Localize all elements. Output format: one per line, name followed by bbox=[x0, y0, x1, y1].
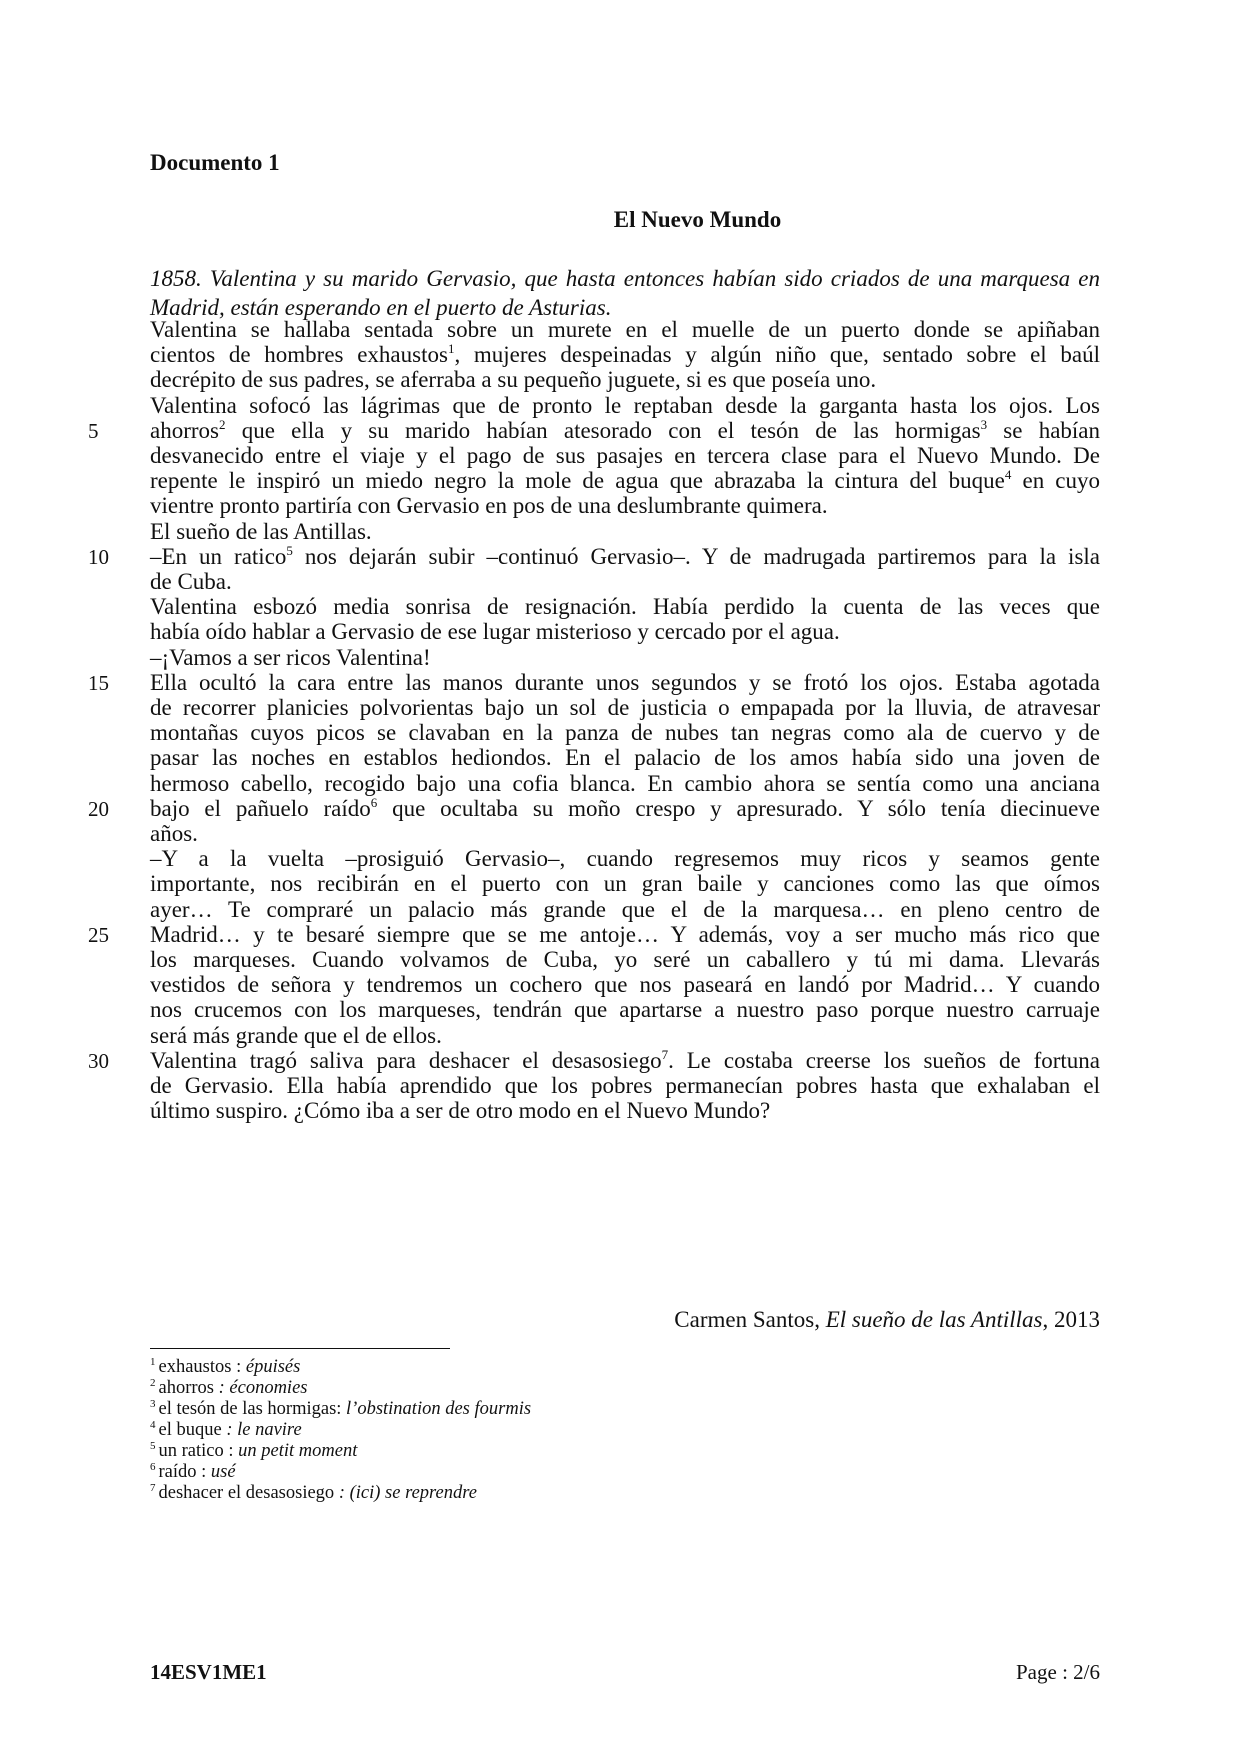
line-text: hermoso cabello, recogido bajo una cofia blanca. En cambio ahora se sentía como una anciana bbox=[150, 770, 1100, 796]
line-text: había oído hablar a Gervasio de ese lugar misterioso y cercado por el agua. bbox=[150, 619, 840, 645]
line-text: –Y a la vuelta –prosiguió Gervasio–, cuando regresemos muy ricos y seamos gente bbox=[150, 846, 1100, 872]
text-line bbox=[150, 1097, 1100, 1126]
line-number: 15 bbox=[88, 670, 109, 695]
line-text: vientre pronto partiría con Gervasio en pos de una deslumbrante quimera. bbox=[150, 493, 828, 519]
line-text: será más grande que el de ellos. bbox=[150, 1022, 442, 1048]
line-text: nos dejarán subir –continuó Gervasio–. Y de madrugada partiremos para la isla bbox=[292, 543, 1101, 569]
footnote-divider bbox=[150, 1348, 450, 1349]
footnote-term: deshacer el desasosiego bbox=[158, 1483, 339, 1503]
footnote-translation: usé bbox=[210, 1462, 236, 1482]
page-title: El Nuevo Mundo bbox=[613, 207, 782, 232]
line-text: repente le inspiró un miedo negro la mole de agua que abrazaba la cintura del buque bbox=[150, 468, 1005, 494]
line-text: Valentina tragó saliva para deshacer el desasosiego bbox=[150, 1047, 662, 1073]
line-text: último suspiro. ¿Cómo iba a ser de otro modo en el Nuevo Mundo? bbox=[150, 1098, 771, 1124]
footnote-term: un ratico : bbox=[158, 1441, 239, 1461]
line-text: desvanecido entre el viaje y el pago de sus pasajes en tercera clase para el Nuevo Mundo. De bbox=[150, 443, 1100, 468]
line-text: . Le costaba creerse los sueños de fortuna bbox=[668, 1047, 1101, 1073]
source-author: Carmen Santos, bbox=[674, 1307, 826, 1332]
line-text: , mujeres despeinadas y algún niño que, sentado sobre el baúl bbox=[454, 342, 1101, 368]
footnote-number: 4 bbox=[150, 1419, 156, 1431]
line-text: los marqueses. Cuando volvamos de Cuba, yo seré un caballero y tú mi dama. Llevarás bbox=[150, 947, 1100, 972]
exam-code: 14ESV1ME1 bbox=[150, 1660, 267, 1684]
footnote-translation: épuisés bbox=[245, 1357, 301, 1377]
footnote-term: el buque bbox=[158, 1420, 227, 1440]
source-citation bbox=[674, 1307, 1100, 1333]
source-year: , 2013 bbox=[1042, 1307, 1100, 1332]
line-text: decrépito de sus padres, se aferraba a su pequeño juguete, si es que poseía uno. bbox=[150, 367, 877, 393]
line-text: que ocultaba su moño crespo y apresurado. Y sólo tenía diecinueve bbox=[377, 795, 1101, 821]
line-text: Valentina esbozó media sonrisa de resignación. Había perdido la cuenta de las veces que bbox=[150, 594, 1100, 620]
footnote-ref: 7 bbox=[661, 1046, 669, 1062]
line-text: de recorrer planicies polvorientas bajo un sol de justicia o empapada por la lluvia, de atravesar bbox=[150, 695, 1100, 720]
line-text: montañas cuyos picos se clavaban en la panza de nubes tan negras como ala de cuervo y de bbox=[150, 720, 1100, 746]
footnote-term: exhaustos : bbox=[158, 1357, 246, 1377]
intro-paragraph: 1858. Valentina y su marido Gervasio, que hasta entonces habían sido criados de una marquesa en Madrid, están esperando en el puerto de Asturias. bbox=[150, 266, 1100, 320]
line-text: pasar las noches en establos hediondos. En el palacio de los amos había sido una joven de bbox=[150, 745, 1100, 771]
line-text: se habían bbox=[987, 417, 1100, 443]
footnote-translation: : (ici) se reprendre bbox=[338, 1483, 477, 1503]
line-text: El sueño de las Antillas. bbox=[150, 518, 372, 544]
line-text: de Cuba. bbox=[150, 569, 232, 594]
line-text: nos crucemos con los marqueses, tendrán que apartarse a nuestro paso porque nuestro carruaje bbox=[150, 997, 1100, 1023]
line-number: 5 bbox=[88, 418, 99, 443]
footnote-translation: un petit moment bbox=[238, 1441, 358, 1461]
footnote-ref: 3 bbox=[980, 416, 988, 432]
footnote-translation: : le navire bbox=[226, 1420, 302, 1440]
footnote-ref: 1 bbox=[447, 341, 455, 357]
footnote-term: el tesón de las hormigas: bbox=[158, 1399, 347, 1419]
line-text: que ella y su marido habían atesorado con el tesón de las hormigas bbox=[225, 417, 981, 443]
line-number: 10 bbox=[88, 544, 109, 569]
footnote-number: 3 bbox=[150, 1398, 156, 1410]
line-text: vestidos de señora y tendremos un cochero que nos paseará en landó por Madrid… Y cuando bbox=[150, 972, 1100, 998]
footnote bbox=[150, 1481, 477, 1505]
line-text: años. bbox=[150, 821, 198, 846]
line-text: –¡Vamos a ser ricos Valentina! bbox=[150, 644, 431, 670]
line-text: Madrid… y te besaré siempre que se me antoje… Y además, voy a ser mucho más rico que bbox=[150, 921, 1100, 947]
footnote-term: raído : bbox=[158, 1462, 211, 1482]
footnote-ref: 2 bbox=[218, 416, 226, 432]
line-number: 25 bbox=[88, 922, 109, 947]
line-text: bajo el pañuelo raído bbox=[150, 795, 371, 821]
line-number: 20 bbox=[88, 796, 109, 821]
line-text: –En un ratico bbox=[150, 543, 287, 569]
line-text: Ella ocultó la cara entre las manos durante unos segundos y se frotó los ojos. Estaba agotada bbox=[150, 669, 1100, 695]
line-text: Valentina sofocó las lágrimas que de pronto le reptaban desde la garganta hasta los ojos. Los bbox=[150, 392, 1100, 418]
line-text: cientos de hombres exhaustos bbox=[150, 342, 448, 368]
line-text: Valentina se hallaba sentada sobre un murete en el muelle de un puerto donde se apiñaban bbox=[150, 317, 1100, 342]
page-number: Page : 2/6 bbox=[1016, 1660, 1100, 1684]
line-number: 30 bbox=[88, 1048, 109, 1073]
footnote-number: 2 bbox=[150, 1377, 156, 1389]
line-text: ayer… Te compraré un palacio más grande que el de la marquesa… en pleno centro de bbox=[150, 896, 1100, 922]
line-text: en cuyo bbox=[1011, 468, 1101, 494]
footnote-ref: 5 bbox=[286, 542, 293, 558]
footnote-number: 7 bbox=[150, 1482, 156, 1494]
footnote-ref: 4 bbox=[1004, 467, 1012, 483]
document-label: Documento 1 bbox=[150, 150, 280, 175]
source-work: El sueño de las Antillas bbox=[825, 1307, 1043, 1332]
footnote-ref: 6 bbox=[370, 794, 378, 810]
footnote-term: ahorros bbox=[158, 1378, 219, 1398]
footnote-number: 6 bbox=[150, 1461, 156, 1473]
line-text: de Gervasio. Ella había aprendido que los pobres permanecían pobres hasta que exhalaban el bbox=[150, 1073, 1100, 1098]
footnote-translation: : économies bbox=[218, 1378, 308, 1398]
line-text: importante, nos recibirán en el puerto con un gran baile y canciones como las que oímos bbox=[150, 871, 1100, 897]
footnote-number: 1 bbox=[150, 1356, 156, 1368]
line-text: ahorros bbox=[150, 417, 219, 443]
footnote-number: 5 bbox=[150, 1440, 156, 1452]
footnote-translation: l’obstination des fourmis bbox=[346, 1399, 532, 1419]
